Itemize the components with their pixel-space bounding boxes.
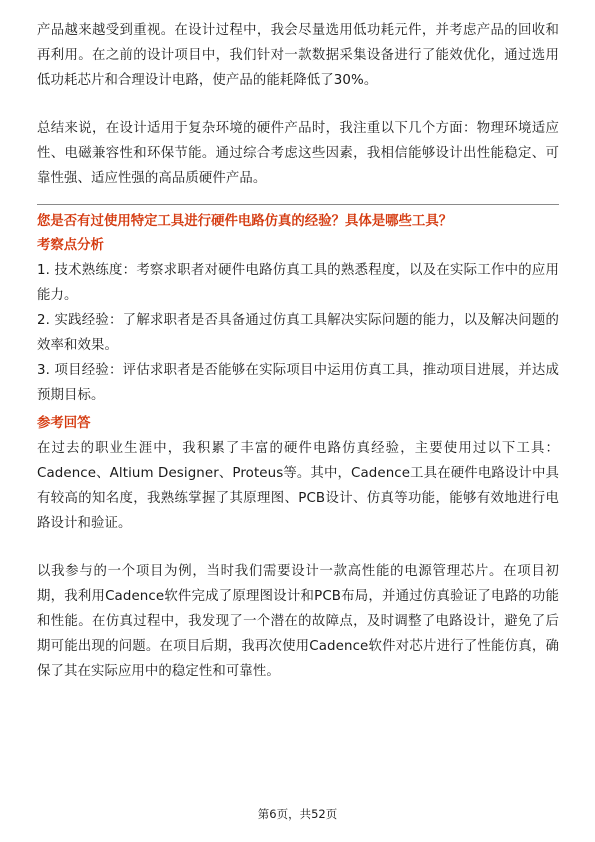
analysis-item-3: 3. 项目经验：评估求职者是否能够在实际项目中运用仿真工具，推动项目进展，并达成预期目标。: [37, 363, 559, 403]
answer-heading: 参考回答: [37, 416, 91, 431]
paragraph-gap: [37, 536, 559, 559]
document-page: [37, 18, 559, 684]
analysis-heading: 考察点分析: [37, 238, 104, 253]
analysis-item-2: 2. 实践经验：了解求职者是否具备通过仿真工具解决实际问题的能力，以及解决问题的效率和效果。: [37, 313, 559, 353]
answer-paragraph-2: 以我参与的一个项目为例，当时我们需要设计一款高性能的电源管理芯片。在项目初期，我利用Cadence软件完成了原理图设计和PCB布局，并通过仿真验证了电路的功能和性能。在仿真过程中，我发现了一个潜在的故障点，及时调整了电路设计，避免了后期可能出现的问题。在项目后期，我再次使用Cadence软件对芯片进行了性能仿真，确保了其在实际应用中的稳定性和可靠性。: [37, 564, 559, 679]
paragraph-gap: [37, 93, 559, 116]
intro-paragraph-1: 产品越来越受到重视。在设计过程中，我会尽量选用低功耗元件，并考虑产品的回收和再利用。在之前的设计项目中，我们针对一款数据采集设备进行了能效优化，通过选用低功耗芯片和合理设计电路，使产品的能耗降低了30%。: [37, 23, 559, 88]
intro-paragraph-2: 总结来说，在设计适用于复杂环境的硬件产品时，我注重以下几个方面：物理环境适应性、电磁兼容性和环保节能。通过综合考虑这些因素，我相信能够设计出性能稳定、可靠性强、适应性强的高品质硬件产品。: [37, 121, 559, 186]
answer-paragraph-1: 在过去的职业生涯中，我积累了丰富的硬件电路仿真经验，主要使用过以下工具：Cadence、Altium Designer、Proteus等。其中，Cadence工具在硬件电路设计中具有较高的知名度，我熟练掌握了其原理图、PCB设计、仿真等功能，能够有效地进行电路设计和验证。: [37, 441, 559, 531]
analysis-item-1: 1. 技术熟练度：考察求职者对硬件电路仿真工具的熟悉程度，以及在实际工作中的应用能力。: [37, 263, 559, 303]
page-number: 第6页，共52页: [257, 807, 338, 821]
section-divider: [37, 204, 559, 205]
interview-question: 您是否有过使用特定工具进行硬件电路仿真的经验？具体是哪些工具？: [37, 214, 453, 229]
